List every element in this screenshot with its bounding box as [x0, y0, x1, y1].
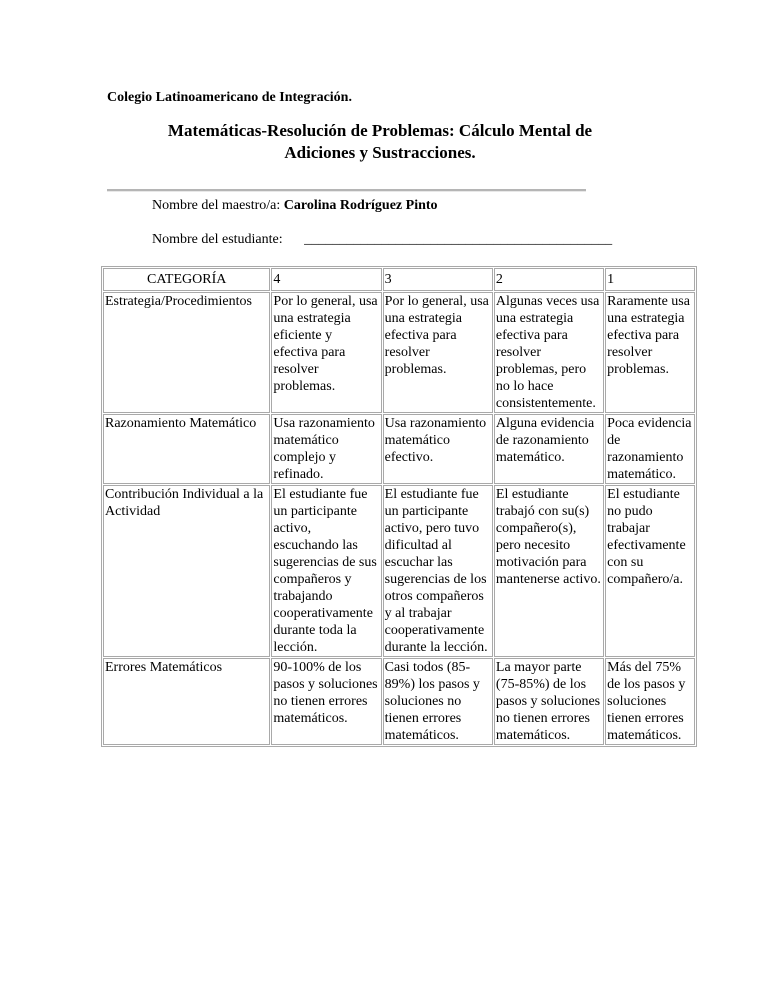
- table-row: [103, 485, 695, 657]
- header-score-1: 1: [605, 268, 695, 291]
- table-cell: La mayor parte (75-85%) de los pasos y soluciones no tienen errores matemáticos.: [494, 658, 604, 745]
- table-cell: El estudiante no pudo trabajar efectivamente con su compañero/a.: [605, 485, 695, 657]
- student-label: Nombre del estudiante:: [152, 232, 283, 247]
- row-category: Razonamiento Matemático: [103, 414, 270, 484]
- table-cell: Poca evidencia de razonamiento matemático.: [605, 414, 695, 484]
- row-category: Estrategia/Procedimientos: [103, 292, 270, 413]
- table-cell: Raramente usa una estrategia efectiva para resolver problemas.: [605, 292, 695, 413]
- table-cell: Algunas veces usa una estrategia efectiva para resolver problemas, pero no lo hace consistentemente.: [494, 292, 604, 413]
- student-field: [152, 232, 612, 248]
- table-cell: El estudiante trabajó con su(s) compañero(s), pero necesito motivación para mantenerse activo.: [494, 485, 604, 657]
- teacher-label: Nombre del maestro/a:: [152, 198, 281, 213]
- teacher-name: Carolina Rodríguez Pinto: [283, 198, 438, 213]
- table-cell: Casi todos (85-89%) los pasos y soluciones no tienen errores matemáticos.: [383, 658, 493, 745]
- table-row: [103, 414, 695, 484]
- table-cell: Usa razonamiento matemático efectivo.: [383, 414, 493, 484]
- header-category: CATEGORÍA: [103, 268, 270, 291]
- table-cell: Usa razonamiento matemático complejo y refinado.: [271, 414, 381, 484]
- table-cell: El estudiante fue un participante activo, pero tuvo dificultad al escuchar las sugerencias de los otros compañeros y al trabajar cooperativamente durante la lección.: [383, 485, 493, 657]
- table-cell: El estudiante fue un participante activo, escuchando las sugerencias de sus compañeros y trabajando cooperativamente durante toda la lección.: [271, 485, 381, 657]
- horizontal-divider: [107, 189, 586, 192]
- header-score-3: 3: [383, 268, 493, 291]
- table-cell: 90-100% de los pasos y soluciones no tienen errores matemáticos.: [271, 658, 381, 745]
- student-name-blank: ____________________________________________: [304, 232, 613, 247]
- rubric-header-row: [103, 268, 695, 291]
- header-score-2: 2: [494, 268, 604, 291]
- table-row: [103, 292, 695, 413]
- teacher-field: [152, 198, 438, 214]
- header-score-4: 4: [271, 268, 381, 291]
- table-cell: Por lo general, usa una estrategia eficiente y efectiva para resolver problemas.: [271, 292, 381, 413]
- row-category: Errores Matemáticos: [103, 658, 270, 745]
- row-category: Contribución Individual a la Actividad: [103, 485, 270, 657]
- table-cell: Por lo general, usa una estrategia efectiva para resolver problemas.: [383, 292, 493, 413]
- rubric-table: [101, 266, 697, 747]
- document-title: Matemáticas-Resolución de Problemas: Cálculo Mental de Adiciones y Sustracciones.: [167, 121, 593, 162]
- table-cell: Más del 75% de los pasos y soluciones tienen errores matemáticos.: [605, 658, 695, 745]
- table-row: [103, 658, 695, 745]
- table-cell: Alguna evidencia de razonamiento matemático.: [494, 414, 604, 484]
- school-name: Colegio Latinoamericano de Integración.: [107, 90, 352, 105]
